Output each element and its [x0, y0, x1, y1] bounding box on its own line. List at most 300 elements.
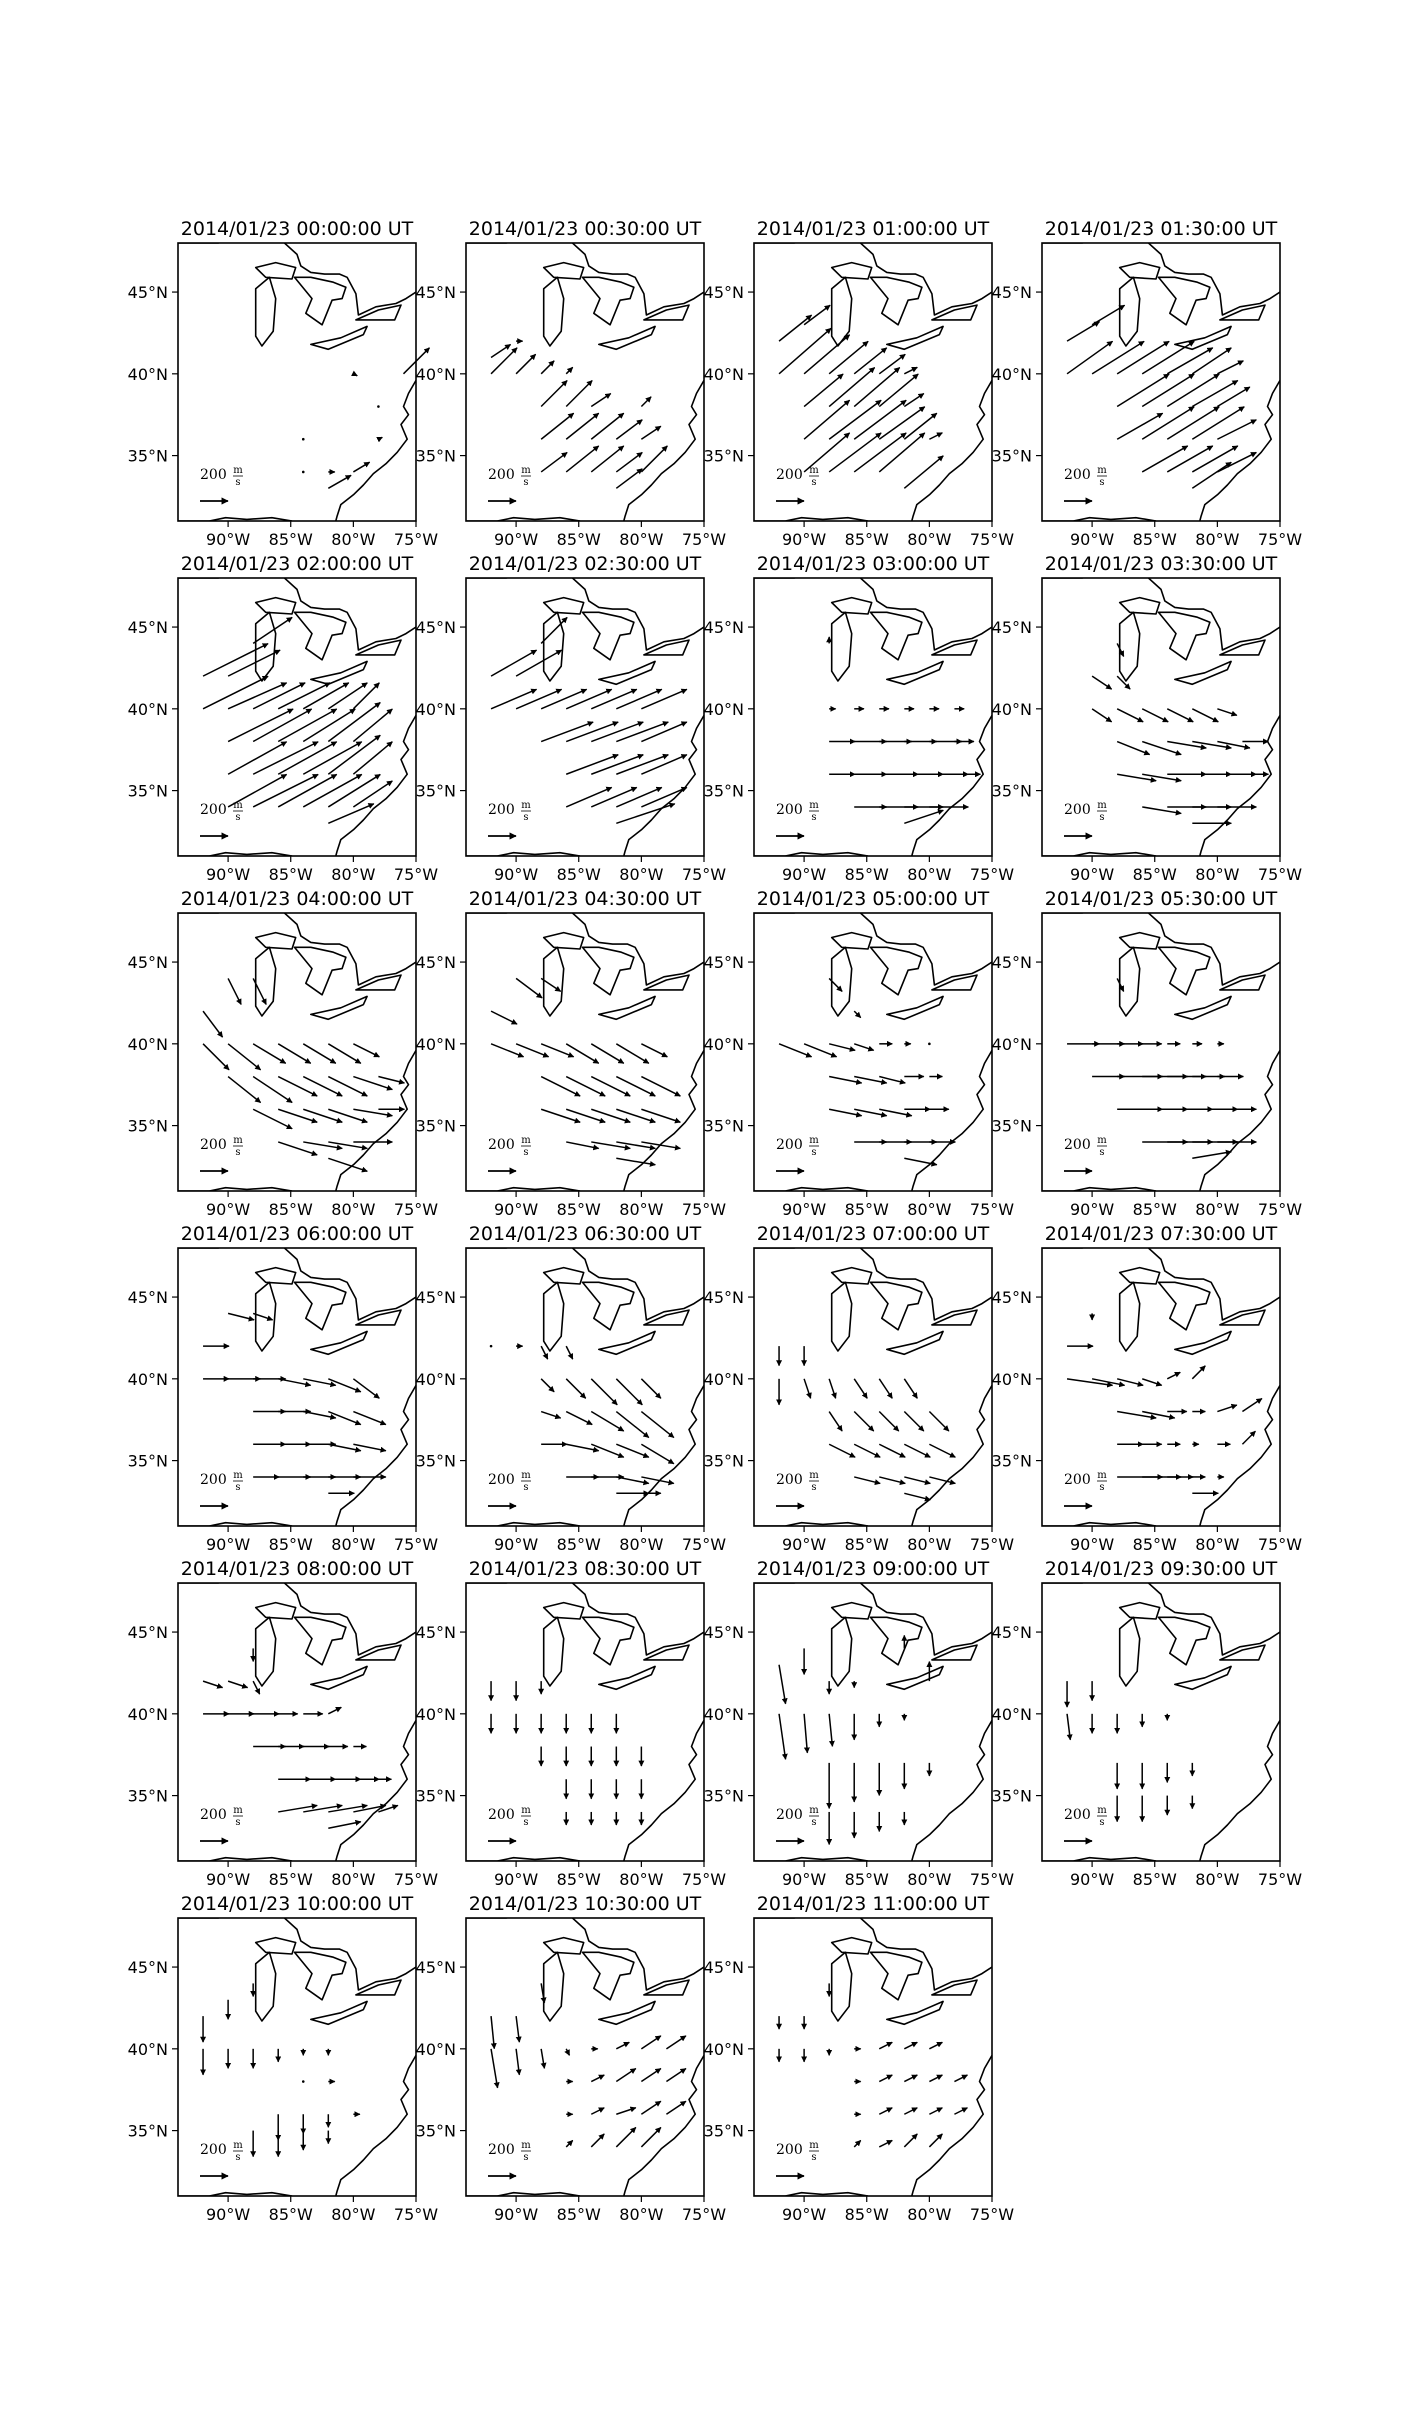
y-tick-label: 45°N: [703, 618, 744, 638]
lake-outline: [1175, 996, 1231, 1019]
wind-vector: [1192, 462, 1231, 488]
y-axis: [416, 1958, 466, 2141]
quiver-key: [488, 1470, 531, 1506]
wind-vector: [854, 368, 900, 407]
wind-vector: [591, 722, 643, 742]
panel-14: [416, 1223, 727, 1554]
x-tick-label: 85°W: [268, 1870, 313, 1889]
y-tick-label: 35°N: [991, 781, 1032, 801]
wind-vector: [616, 469, 642, 489]
wind-vector: [854, 1444, 880, 1457]
wind-vectors: [302, 348, 430, 488]
y-tick-label: 35°N: [127, 1116, 168, 1136]
y-axis: [704, 618, 754, 801]
x-axis: [494, 2196, 726, 2224]
quiver-key: [1064, 1470, 1107, 1506]
wind-vectors: [779, 305, 943, 488]
y-tick-label: 45°N: [991, 618, 1032, 638]
wind-vector: [854, 2140, 861, 2147]
wind-vector: [854, 1379, 867, 1399]
y-tick-label: 40°N: [703, 699, 744, 719]
quiver-key-unit-num: m: [233, 1805, 243, 1816]
wind-vector: [904, 1412, 924, 1432]
wind-vector: [228, 1313, 254, 1320]
x-tick-label: 85°W: [844, 530, 889, 549]
panel-title: 2014/01/23 10:30:00 UT: [468, 1893, 702, 1915]
y-tick-label: 45°N: [703, 1288, 744, 1308]
quiver-key-label: 200: [200, 467, 227, 483]
wind-vector: [829, 1044, 855, 1051]
lake-outline: [1120, 1603, 1160, 1619]
border-line: [178, 1572, 416, 1655]
wind-vector: [541, 452, 567, 472]
lake-outline: [1120, 263, 1160, 279]
wind-vector: [203, 1044, 229, 1070]
x-tick-label: 75°W: [681, 865, 727, 884]
quiver-key-unit-den: s: [235, 812, 241, 823]
atlantic-coast: [912, 380, 992, 521]
quiver-key-label: 200: [488, 1807, 515, 1823]
x-axis: [206, 1191, 438, 1219]
y-axis: [416, 1288, 466, 1471]
x-tick-label: 80°W: [331, 1870, 376, 1889]
wind-vector: [591, 2108, 604, 2115]
lake-outline: [583, 1282, 634, 1330]
lake-outline: [871, 612, 922, 660]
panel-18: [416, 1558, 727, 1889]
x-tick-label: 90°W: [782, 530, 827, 549]
wind-vector: [1167, 407, 1219, 440]
y-axis: [992, 618, 1042, 801]
wind-vector: [491, 2016, 494, 2049]
x-tick-label: 90°W: [1070, 1870, 1115, 1889]
quiver-key-unit-den: s: [811, 1482, 817, 1493]
x-tick-label: 75°W: [681, 1535, 727, 1554]
quiver-key-unit-num: m: [1097, 800, 1107, 811]
y-tick-label: 45°N: [415, 1958, 456, 1978]
lake-outline: [583, 277, 634, 325]
x-tick-label: 90°W: [206, 1870, 251, 1889]
lake-outline: [887, 1666, 943, 1689]
quiver-key: [488, 1135, 531, 1171]
atlantic-coast: [624, 380, 704, 521]
atlantic-coast: [624, 1050, 704, 1191]
wind-vector: [566, 755, 618, 775]
panel-3: [704, 218, 1015, 549]
atlantic-coast: [1200, 715, 1280, 856]
y-tick-label: 35°N: [703, 2121, 744, 2141]
x-tick-label: 80°W: [1195, 530, 1240, 549]
wind-vector: [779, 1714, 786, 1760]
quiver-key: [488, 465, 531, 501]
y-tick-label: 40°N: [415, 2039, 456, 2059]
x-tick-label: 80°W: [1195, 865, 1240, 884]
wind-vector: [879, 407, 925, 440]
wind-vector: [1192, 381, 1238, 407]
y-tick-label: 35°N: [991, 446, 1032, 466]
x-tick-label: 85°W: [844, 1535, 889, 1554]
quiver-key-unit-den: s: [235, 1482, 241, 1493]
wind-vectors: [203, 617, 392, 823]
wind-vector: [1092, 676, 1112, 689]
x-tick-label: 75°W: [1257, 1200, 1303, 1219]
wind-vector: [591, 2075, 604, 2082]
lake-outline: [887, 661, 943, 684]
lake-outline: [1159, 612, 1210, 660]
wind-vector: [541, 413, 574, 439]
quiver-key: [488, 1805, 531, 1841]
x-tick-label: 75°W: [969, 530, 1015, 549]
x-tick-label: 85°W: [844, 1200, 889, 1219]
vector-point: [302, 2080, 305, 2083]
x-tick-label: 80°W: [331, 1200, 376, 1219]
x-axis: [206, 856, 438, 884]
x-tick-label: 90°W: [494, 530, 539, 549]
wind-vectors: [491, 1681, 641, 1825]
wind-vector: [1192, 709, 1218, 722]
vector-point: [928, 1043, 931, 1046]
wind-vector: [804, 1379, 811, 1399]
lake-outline: [887, 996, 943, 1019]
lake-outline: [544, 933, 584, 949]
wind-vector: [1142, 341, 1194, 374]
x-tick-label: 90°W: [206, 1200, 251, 1219]
x-tick-label: 80°W: [619, 530, 664, 549]
x-axis: [206, 1526, 438, 1554]
x-tick-label: 90°W: [782, 1870, 827, 1889]
y-tick-label: 40°N: [127, 364, 168, 384]
x-axis: [782, 521, 1014, 549]
y-tick-label: 40°N: [127, 699, 168, 719]
y-tick-label: 40°N: [127, 1369, 168, 1389]
lake-outline: [1120, 933, 1160, 949]
lake-outline: [871, 277, 922, 325]
panel-title: 2014/01/23 00:00:00 UT: [180, 218, 414, 240]
wind-vector: [616, 804, 675, 824]
y-tick-label: 35°N: [703, 1786, 744, 1806]
panel-20: [992, 1558, 1303, 1889]
x-tick-label: 75°W: [393, 1200, 439, 1219]
wind-vector: [616, 1412, 649, 1438]
y-tick-label: 40°N: [991, 364, 1032, 384]
wind-vector: [804, 1714, 807, 1753]
x-tick-label: 75°W: [393, 1535, 439, 1554]
x-axis: [1070, 1861, 1302, 1889]
quiver-key-unit-num: m: [809, 1135, 819, 1146]
wind-vector: [566, 413, 599, 439]
panel-10: [416, 888, 727, 1219]
lake-outline: [871, 1617, 922, 1665]
atlantic-coast: [336, 1050, 416, 1191]
lake-outline: [832, 612, 852, 681]
lake-outline: [832, 1952, 852, 2021]
wind-vector: [1117, 742, 1150, 755]
vector-point: [302, 438, 305, 441]
wind-vector: [1167, 1372, 1180, 1379]
quiver-key-unit-den: s: [1099, 477, 1105, 488]
wind-vector: [616, 2069, 636, 2082]
lake-outline: [887, 1331, 943, 1354]
wind-vector: [591, 2134, 604, 2147]
border-line: [1042, 567, 1280, 650]
x-axis: [782, 856, 1014, 884]
x-axis: [494, 1861, 726, 1889]
lake-outline: [599, 1666, 655, 1689]
wind-vector: [641, 446, 667, 472]
lake-outline: [1120, 947, 1140, 1016]
lake-outline: [832, 947, 852, 1016]
wind-vector: [1067, 1714, 1070, 1740]
wind-vector: [591, 755, 643, 775]
wind-vector: [328, 683, 367, 709]
wind-vector: [541, 722, 593, 742]
border-line: [1042, 1237, 1280, 1320]
panel-15: [704, 1223, 1015, 1554]
wind-vector: [904, 1379, 917, 1399]
quiver-key: [1064, 1805, 1107, 1841]
wind-vector: [591, 1044, 624, 1064]
quiver-key: [776, 800, 819, 836]
quiver-key-unit-den: s: [811, 2152, 817, 2163]
wind-vector: [516, 650, 562, 676]
y-tick-label: 35°N: [127, 781, 168, 801]
quiver-key-unit-num: m: [521, 2140, 531, 2151]
wind-vector: [566, 2140, 573, 2147]
wind-vector: [1142, 407, 1194, 440]
x-tick-label: 85°W: [1132, 1535, 1177, 1554]
y-axis: [992, 1623, 1042, 1806]
x-tick-label: 90°W: [782, 2205, 827, 2224]
x-tick-label: 90°W: [206, 2205, 251, 2224]
wind-vector: [516, 689, 562, 709]
y-tick-label: 45°N: [127, 283, 168, 303]
wind-vector: [1167, 348, 1213, 374]
x-axis: [206, 2196, 438, 2224]
panel-6: [416, 553, 727, 884]
wind-vector: [829, 341, 868, 374]
x-tick-label: 80°W: [619, 865, 664, 884]
wind-vector: [879, 2042, 892, 2049]
wind-vector: [541, 1379, 554, 1392]
vector-point: [302, 471, 305, 474]
y-axis: [704, 1288, 754, 1471]
y-tick-label: 40°N: [991, 699, 1032, 719]
wind-vector: [566, 446, 599, 472]
quiver-key: [776, 1805, 819, 1841]
y-tick-label: 40°N: [127, 1034, 168, 1054]
x-tick-label: 80°W: [1195, 1870, 1240, 1889]
wind-vector: [591, 689, 637, 709]
quiver-key-unit-num: m: [1097, 1135, 1107, 1146]
y-tick-label: 40°N: [703, 1034, 744, 1054]
panel-5: [128, 553, 439, 884]
x-tick-label: 90°W: [494, 2205, 539, 2224]
x-tick-label: 80°W: [907, 530, 952, 549]
wind-vector: [616, 2108, 636, 2115]
y-tick-label: 35°N: [703, 781, 744, 801]
wind-vector: [353, 742, 392, 775]
y-tick-label: 35°N: [415, 1116, 456, 1136]
panel-21: [128, 1893, 439, 2224]
y-tick-label: 45°N: [703, 1623, 744, 1643]
wind-vector: [1117, 413, 1163, 439]
wind-vector: [616, 722, 668, 742]
lake-outline: [1159, 1282, 1210, 1330]
y-tick-label: 40°N: [703, 364, 744, 384]
wind-vector: [353, 1379, 379, 1399]
wind-vector: [929, 2134, 942, 2147]
wind-vector: [804, 1044, 837, 1057]
wind-vector: [641, 722, 687, 742]
quiver-key: [200, 800, 243, 836]
wind-vector: [616, 1379, 642, 1405]
x-tick-label: 85°W: [844, 2205, 889, 2224]
x-tick-label: 75°W: [681, 1870, 727, 1889]
quiver-key: [1064, 465, 1107, 501]
wind-vector: [1142, 374, 1194, 407]
quiver-key-unit-den: s: [1099, 1482, 1105, 1493]
quiver-key-label: 200: [488, 467, 515, 483]
quiver-key-label: 200: [776, 1807, 803, 1823]
y-tick-label: 35°N: [703, 1451, 744, 1471]
quiver-key-label: 200: [776, 2142, 803, 2158]
x-tick-label: 90°W: [494, 1200, 539, 1219]
atlantic-coast: [336, 2055, 416, 2196]
border-line: [466, 902, 704, 985]
y-axis: [128, 1958, 178, 2141]
border-line: [1042, 1572, 1280, 1655]
wind-vector: [591, 1379, 617, 1405]
y-tick-label: 45°N: [415, 618, 456, 638]
x-axis: [494, 521, 726, 549]
wind-vector: [1067, 341, 1113, 374]
quiver-key-unit-num: m: [809, 465, 819, 476]
lake-outline: [544, 1268, 584, 1284]
wind-vector: [616, 2042, 629, 2049]
lake-outline: [599, 996, 655, 1019]
wind-vector: [829, 1444, 855, 1457]
y-axis: [992, 953, 1042, 1136]
y-tick-label: 45°N: [127, 1623, 168, 1643]
x-tick-label: 90°W: [1070, 1200, 1115, 1219]
wind-vectors: [203, 1983, 360, 2156]
wind-vector: [904, 2134, 917, 2147]
y-axis: [128, 953, 178, 1136]
border-line: [466, 1907, 704, 1990]
y-axis: [992, 1288, 1042, 1471]
lake-outline: [1159, 947, 1210, 995]
wind-vector: [904, 1444, 930, 1457]
atlantic-coast: [1200, 1720, 1280, 1861]
quiver-key: [200, 465, 243, 501]
lake-outline: [832, 1282, 852, 1351]
wind-vector: [253, 1044, 286, 1064]
panel-title: 2014/01/23 03:00:00 UT: [756, 553, 990, 575]
wind-vector: [566, 1077, 605, 1097]
quiver-key-label: 200: [776, 1137, 803, 1153]
atlantic-coast: [336, 380, 416, 521]
wind-vector: [491, 650, 536, 676]
x-tick-label: 85°W: [1132, 530, 1177, 549]
wind-vector: [566, 1044, 599, 1064]
wind-vector: [954, 2075, 967, 2082]
lake-outline: [544, 1952, 564, 2021]
quiver-key-unit-num: m: [809, 1470, 819, 1481]
wind-vector: [278, 1077, 317, 1097]
atlantic-coast: [912, 1720, 992, 1861]
y-tick-label: 35°N: [127, 2121, 168, 2141]
atlantic-coast: [912, 715, 992, 856]
y-tick-label: 45°N: [703, 953, 744, 973]
y-tick-label: 40°N: [415, 1034, 456, 1054]
wind-vector: [929, 2108, 942, 2115]
border-line: [466, 567, 704, 650]
y-tick-label: 35°N: [703, 1116, 744, 1136]
panel-title: 2014/01/23 02:00:00 UT: [180, 553, 414, 575]
x-tick-label: 90°W: [206, 865, 251, 884]
x-tick-label: 85°W: [556, 865, 601, 884]
quiver-key-unit-den: s: [235, 1817, 241, 1828]
y-tick-label: 35°N: [415, 1451, 456, 1471]
x-tick-label: 90°W: [1070, 530, 1115, 549]
x-tick-label: 80°W: [331, 530, 376, 549]
wind-vector: [328, 804, 374, 824]
wind-vector: [904, 2108, 917, 2115]
quiver-key-unit-num: m: [233, 1470, 243, 1481]
panel-title: 2014/01/23 11:00:00 UT: [756, 1893, 990, 1915]
quiver-key-unit-den: s: [811, 477, 817, 488]
y-tick-label: 35°N: [703, 446, 744, 466]
quiver-key-unit-num: m: [521, 1470, 531, 1481]
lake-outline: [871, 947, 922, 995]
wind-vector: [541, 1346, 548, 1359]
y-tick-label: 45°N: [127, 1288, 168, 1308]
y-axis: [704, 1958, 754, 2141]
wind-vector: [566, 689, 612, 709]
y-tick-label: 40°N: [415, 1369, 456, 1389]
lake-outline: [583, 1952, 634, 2000]
x-tick-label: 80°W: [907, 865, 952, 884]
wind-vector: [1192, 1366, 1205, 1379]
y-axis: [704, 953, 754, 1136]
wind-vector: [353, 781, 392, 807]
panel-title: 2014/01/23 05:30:00 UT: [1044, 888, 1278, 910]
wind-vector: [566, 722, 618, 742]
wind-vector: [516, 1044, 549, 1057]
lake-outline: [311, 326, 367, 349]
wind-vectors: [779, 1983, 967, 2147]
wind-vector: [666, 2101, 686, 2114]
x-tick-label: 80°W: [1195, 1200, 1240, 1219]
lake-outline: [544, 277, 564, 346]
x-tick-label: 90°W: [494, 1870, 539, 1889]
wind-vector: [1092, 341, 1144, 374]
atlantic-coast: [336, 715, 416, 856]
quiver-key-label: 200: [776, 1472, 803, 1488]
lake-outline: [256, 1617, 276, 1686]
y-axis: [704, 1623, 754, 1806]
atlantic-coast: [624, 2055, 704, 2196]
x-tick-label: 75°W: [969, 1535, 1015, 1554]
panel-title: 2014/01/23 04:30:00 UT: [468, 888, 702, 910]
wind-vector: [616, 1077, 655, 1097]
lake-outline: [295, 1282, 346, 1330]
wind-vector: [203, 644, 268, 677]
y-tick-label: 45°N: [127, 953, 168, 973]
panel-title: 2014/01/23 03:30:00 UT: [1044, 553, 1278, 575]
wind-vector: [879, 354, 905, 374]
wind-vectors: [491, 978, 680, 1164]
